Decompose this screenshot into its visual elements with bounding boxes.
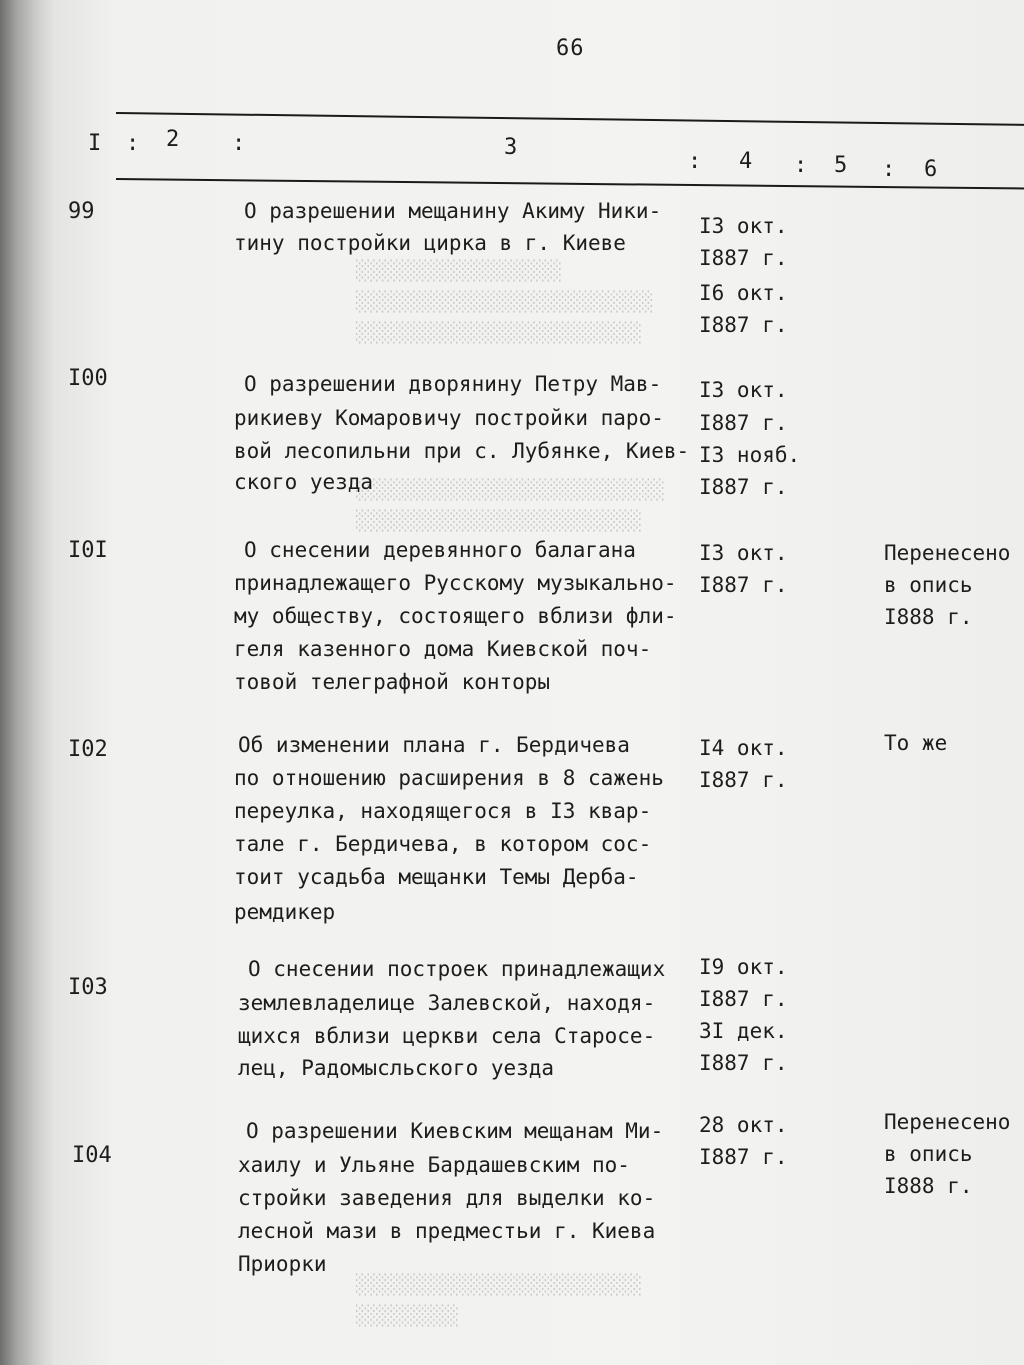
entry-description-line: Приорки [238, 1252, 327, 1276]
entry-note: То же [884, 731, 948, 755]
entry-description-line: тале г. Бердичева, в котором сос- [234, 832, 652, 856]
entry-description-line: землевладелице Залевской, находя- [238, 991, 656, 1015]
header-col-2: 2 [166, 127, 180, 152]
entry-date: I3 окт. [699, 214, 788, 238]
entry-date: 28 окт. [699, 1113, 788, 1137]
entry-description-line: О разрешении Киевским мещанам Ми- [246, 1119, 664, 1143]
entry-date: I3 окт. [699, 541, 788, 565]
header-separator: : [794, 153, 808, 178]
header-col-5: 5 [834, 153, 848, 178]
entry-date: 3I дек. [699, 1019, 788, 1043]
entry-description-line: рикиеву Комаровичу постройки паро- [234, 406, 664, 430]
table-header-top-rule [116, 112, 1024, 126]
entry-number: I00 [68, 366, 108, 391]
entry-date: I3 окт. [699, 378, 788, 402]
header-col-3: 3 [504, 135, 518, 160]
entry-date: I4 окт. [699, 736, 788, 760]
entry-description-line: стройки заведения для выделки ко- [238, 1186, 656, 1210]
header-separator: : [882, 157, 896, 182]
entry-description-line: лесной мази в предместьи г. Киева [238, 1219, 656, 1243]
entry-number: I04 [72, 1143, 112, 1168]
entry-description-line: О снесении построек принадлежащих [248, 957, 666, 981]
entry-date: I887 г. [699, 246, 788, 270]
entry-date: I887 г. [699, 1145, 788, 1169]
header-separator: : [688, 149, 702, 174]
entry-description-line: геля казенного дома Киевской поч- [234, 637, 652, 661]
entry-number: I0I [68, 538, 108, 563]
header-col-4: 4 [739, 149, 753, 174]
bleed-through-text: ░░░░░░░░░░░░░░░░░░ ░░░░░░░░░░░░░░░░░░░░░░░░░░ ░░░░░░░░░░░░░░░░░░░░░░░░░ [356, 260, 654, 344]
entry-date: I887 г. [699, 987, 788, 1011]
entry-description-line: му обществу, состоящего вблизи фли- [234, 604, 677, 628]
entry-description-line: О снесении деревянного балагана [244, 538, 636, 562]
entry-description-line: лец, Радомысльского уезда [238, 1056, 555, 1080]
entry-number: 99 [68, 199, 95, 224]
entry-description-line: О разрешении дворянину Петру Мав- [244, 372, 662, 396]
entry-date: I887 г. [699, 475, 788, 499]
entry-date: I887 г. [699, 573, 788, 597]
document-page [56, 0, 1024, 1365]
entry-description-line: переулка, находящегося в I3 квар- [234, 799, 652, 823]
entry-description-line: хаилу и Ульяне Бардашевским по- [238, 1153, 630, 1177]
entry-number: I02 [68, 737, 108, 762]
entry-date: I887 г. [699, 313, 788, 337]
entry-date: I3 нояб. [699, 443, 801, 467]
entry-description-line: принадлежащего Русскому музыкально- [234, 571, 677, 595]
entry-note: Перенесено [884, 1110, 1011, 1134]
entry-description-line: щихся вблизи церкви села Старосе- [238, 1024, 656, 1048]
entry-date: I6 окт. [699, 281, 788, 305]
entry-description-line: по отношению расширения в 8 сажень [234, 766, 664, 790]
entry-note: I888 г. [884, 605, 973, 629]
entry-note: I888 г. [884, 1174, 973, 1198]
entry-description-line: товой телеграфной конторы [234, 670, 551, 694]
page-number: 66 [556, 36, 585, 61]
book-binding-shadow [0, 0, 56, 1365]
entry-date: I9 окт. [699, 955, 788, 979]
bleed-through-text: ░░░░░░░░░░░░░░░░░░░░░░░░░ ░░░░░░░░░ [356, 1274, 642, 1327]
entry-description-line: вой лесопильни при с. Лубянке, Киев- [234, 439, 690, 463]
entry-note: в опись [884, 573, 973, 597]
entry-description-line: ремдикер [234, 900, 336, 924]
entry-description-line: Об изменении плана г. Бердичева [238, 733, 630, 757]
header-col-1: I [88, 131, 102, 156]
entry-description-line: ского уезда [234, 470, 374, 494]
entry-note: Перенесено [884, 541, 1011, 565]
bleed-through-text: ░░░░░░░░░░░░░░░░░░░░░░░░░░░ ░░░░░░░░░░░░░░░░░░░░░░░░░ [356, 479, 665, 532]
entry-description-line: тину постройки цирка в г. Киеве [234, 231, 626, 255]
entry-note: в опись [884, 1142, 973, 1166]
entry-date: I887 г. [699, 411, 788, 435]
entry-number: I03 [68, 975, 108, 1000]
entry-date: I887 г. [699, 768, 788, 792]
header-separator: : [232, 131, 246, 156]
header-separator: : [126, 131, 140, 156]
entry-description-line: О разрешении мещанину Акиму Ники- [244, 199, 662, 223]
entry-date: I887 г. [699, 1051, 788, 1075]
entry-description-line: тоит усадьба мещанки Темы Дерба- [234, 865, 639, 889]
header-col-6: 6 [924, 157, 938, 182]
